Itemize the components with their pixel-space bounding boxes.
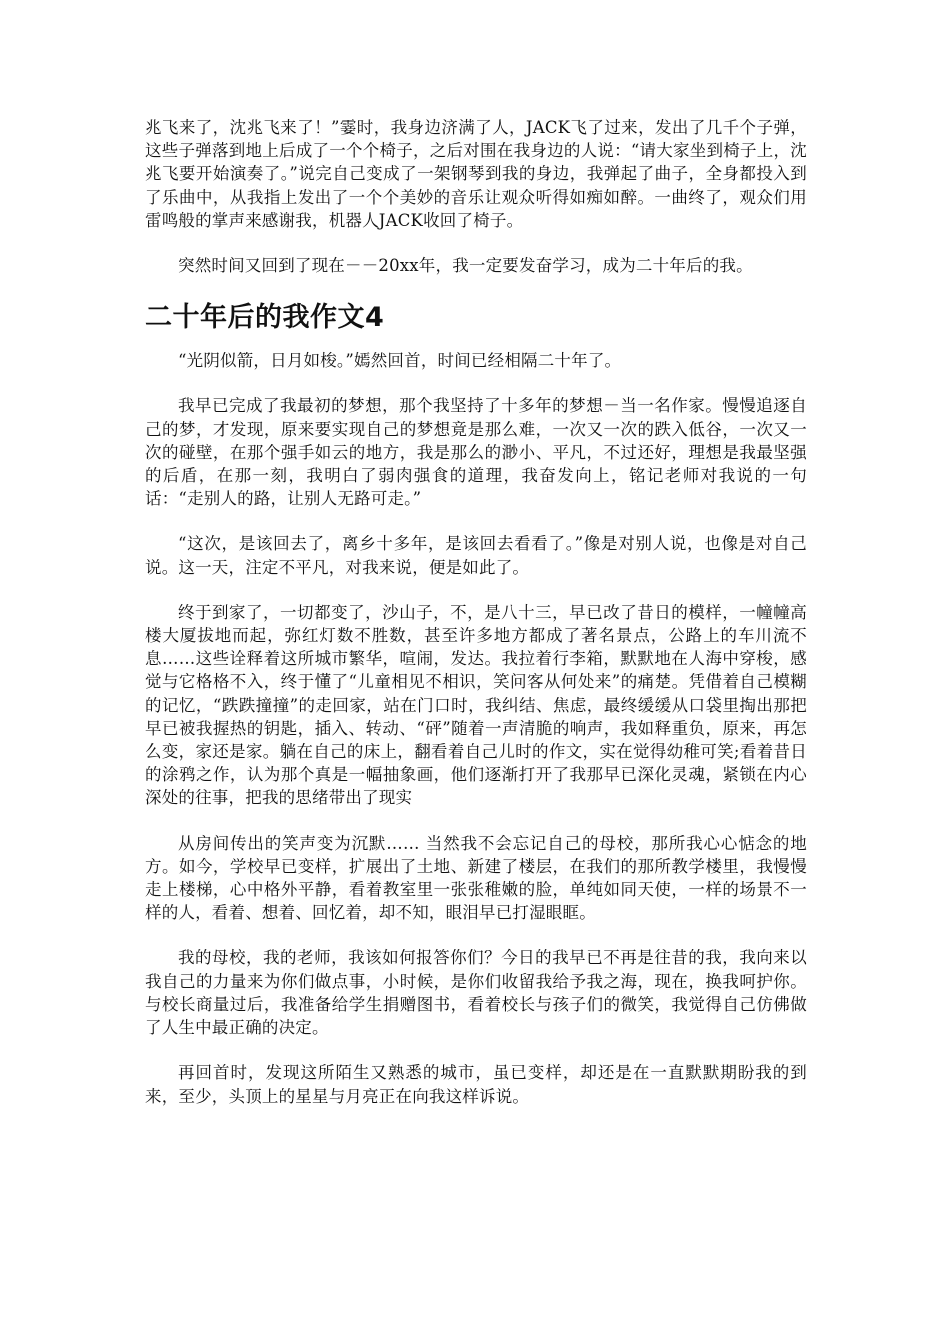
paragraph-conclusion: 突然时间又回到了现在－－20xx年，我一定要发奋学习，成为二十年后的我。 <box>178 256 753 276</box>
paragraph: 从房间传出的笑声变为沉默…… 当然我不会忘记自己的母校，那所我心心惦念的地方。如今，学校早已变样，扩展出了土地、新建了楼层，在我们的那所教学楼里，我慢慢走上楼梯，心中格外平静，看着教室里一张张稚嫩的脸，单纯如同天使，一样的场景不一样的人，看着、想着、回忆着，却不知，眼泪早已打湿眼眶。 <box>145 833 807 923</box>
paragraph: “光阴似箭，日月如梭。”嫣然回首，时间已经相隔二十年了。 <box>178 351 622 371</box>
paragraph: 再回首时，发现这所陌生又熟悉的城市，虽已变样，却还是在一直默默期盼我的到来，至少，头顶上的星星与月亮正在向我这样诉说。 <box>145 1063 807 1106</box>
document-body <box>145 116 807 1130</box>
paragraph: 我早已完成了我最初的梦想，那个我坚持了十多年的梦想－当一名作家。慢慢追逐自己的梦，才发现，原来要实现自己的梦想竟是那么难，一次又一次的跌入低谷，一次又一次的碰壁，在那个强手如云的地方，我是那么的渺小、平凡，不过还好，理想是我最坚强的后盾，在那一刻，我明白了弱肉强食的道理，我奋发向上，铭记老师对我说的一句话：“走别人的路，让别人无路可走。” <box>145 396 807 509</box>
section-heading: 二十年后的我作文4 <box>145 302 385 334</box>
paragraph: “这次，是该回去了，离乡十多年，是该回去看看了。”像是对别人说，也像是对自己说。这一天，注定不平凡，对我来说，便是如此了。 <box>145 534 807 577</box>
paragraph: 我的母校，我的老师，我该如何报答你们？今日的我早已不再是往昔的我，我向来以我自己的力量来为你们做点事，小时候，是你们收留我给予我之海，现在，换我呵护你。与校长商量过后，我准备给学生捐赠图书，看着校长与孩子们的微笑，我觉得自己仿佛做了人生中最正确的决定。 <box>145 948 807 1038</box>
paragraph: 终于到家了，一切都变了，沙山子，不，是八十三，早已改了昔日的模样，一幢幢高楼大厦拔地而起，弥红灯数不胜数，甚至许多地方都成了著名景点，公路上的车川流不息……这些诠释着这所城市繁华，喧闹，发达。我拉着行李箱，默默地在人海中穿梭，感觉与它格格不入，终于懂了“儿童相见不相识，笑问客从何处来”的痛楚。凭借着自己模糊的记忆，“跌跌撞撞”的走回家，站在门口时，我纠结、焦虑，最终缓缓从口袋里掏出那把早已被我握热的钥匙，插入、转动、“砰”随着一声清脆的响声，我如释重负，原来，再怎么变，家还是家。躺在自己的床上，翻看着自己儿时的作文，实在觉得幼稚可笑;看着昔日的涂鸦之作，认为那个真是一幅抽象画，他们逐渐打开了我那早已深化灵魂，紧锁在内心深处的往事，把我的思绪带出了现实 <box>145 602 807 808</box>
paragraph-continued: 兆飞来了，沈兆飞来了！”霎时，我身边济满了人，JACK飞了过来，发出了几千个子弹，这些子弹落到地上后成了一个个椅子，之后对围在我身边的人说：“请大家坐到椅子上，沈兆飞要开始演奏了。”说完自己变成了一架钢琴到我的身边，我弹起了曲子，全身都投入到了乐曲中，从我指上发出了一个个美妙的音乐让观众听得如痴如醉。一曲终了，观众们用雷鸣般的掌声来感谢我，机器人JACK收回了椅子。 <box>145 118 807 230</box>
